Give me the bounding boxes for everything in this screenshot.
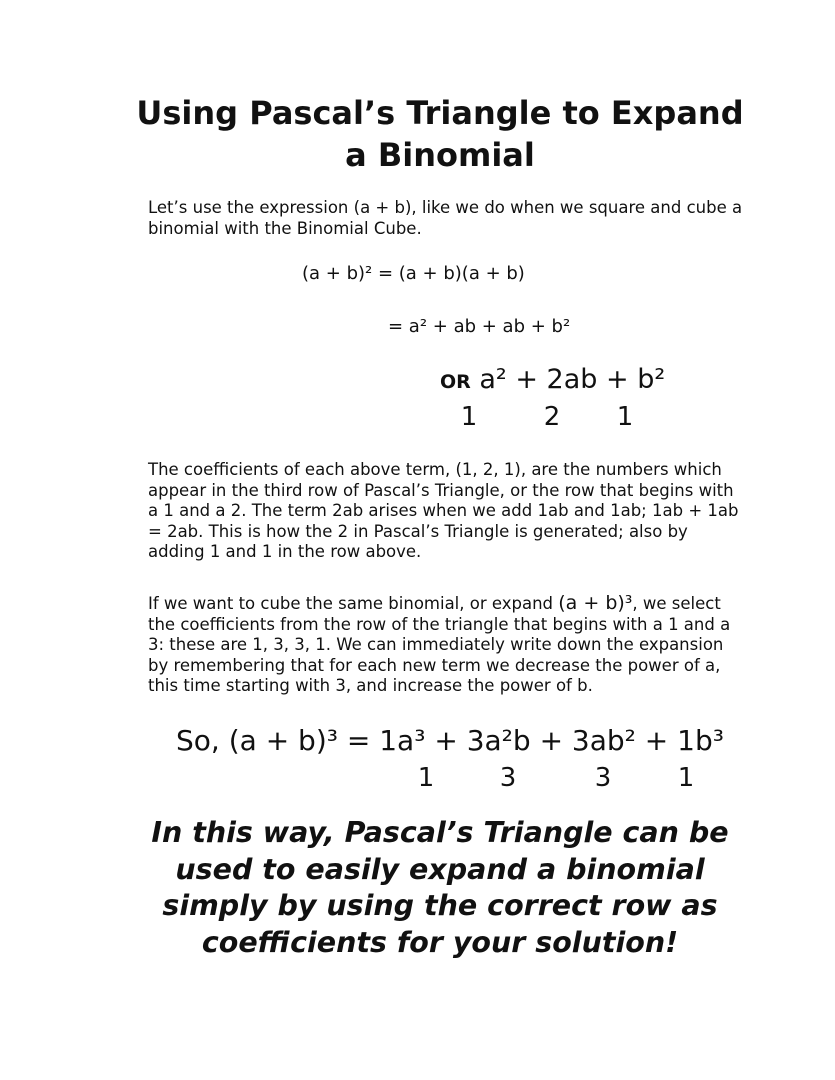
cube-paragraph-text-after: , we select the coefficients from the row of the triangle that begins with a 1 and a 3: these are 1, 3, 3, 1. We can immediately write down the expansion by remembering that for each new term we decrease the power of a, this time starting with 3, and increase the power of b. — [148, 594, 731, 695]
square-expansion-line-1: (a + b)² = (a + b)(a + b) — [302, 263, 525, 284]
square-expansion-result: a² + 2ab + b² — [479, 364, 666, 395]
square-coefficient: 1 — [616, 402, 634, 432]
square-coefficient: 2 — [543, 402, 561, 432]
or-label: OR — [440, 371, 471, 393]
cube-coefficient: 1 — [677, 763, 695, 793]
square-coefficient: 1 — [460, 402, 478, 432]
square-expansion-line-3 — [440, 364, 665, 395]
cube-coefficient: 3 — [499, 763, 517, 793]
cube-expansion-line: So, (a + b)³ = 1a³ + 3a²b + 3ab² + 1b³ — [176, 724, 724, 757]
intro-paragraph: Let’s use the expression (a + b), like we do when we square and cube a binomial with the Binomial Cube. — [148, 198, 743, 238]
cube-paragraph-text-before: If we want to cube the same binomial, or expand — [148, 594, 559, 613]
cube-inline-expression: (a + b)³ — [558, 592, 633, 614]
cube-coefficient: 3 — [594, 763, 612, 793]
cube-coefficient: 1 — [417, 763, 435, 793]
coefficients-paragraph: The coefficients of each above term, (1, 2, 1), are the numbers which appear in the third row of Pascal’s Triangle, or the row that begins with a 1 and a 2. The term 2ab arises when we add 1ab and 1ab; 1ab + 1ab = 2ab. This is how the 2 in Pascal’s Triangle is generated; also by adding 1 and 1 in the row above. — [148, 460, 739, 561]
square-expansion-line-2: = a² + ab + ab + b² — [388, 316, 571, 337]
closing-statement: In this way, Pascal’s Triangle can be used to easily expand a binomial simply by using the correct row as coefficients for your solution! — [151, 816, 729, 959]
page-title: Using Pascal’s Triangle to Expand a Binomial — [136, 94, 744, 174]
cube-paragraph — [148, 593, 748, 697]
